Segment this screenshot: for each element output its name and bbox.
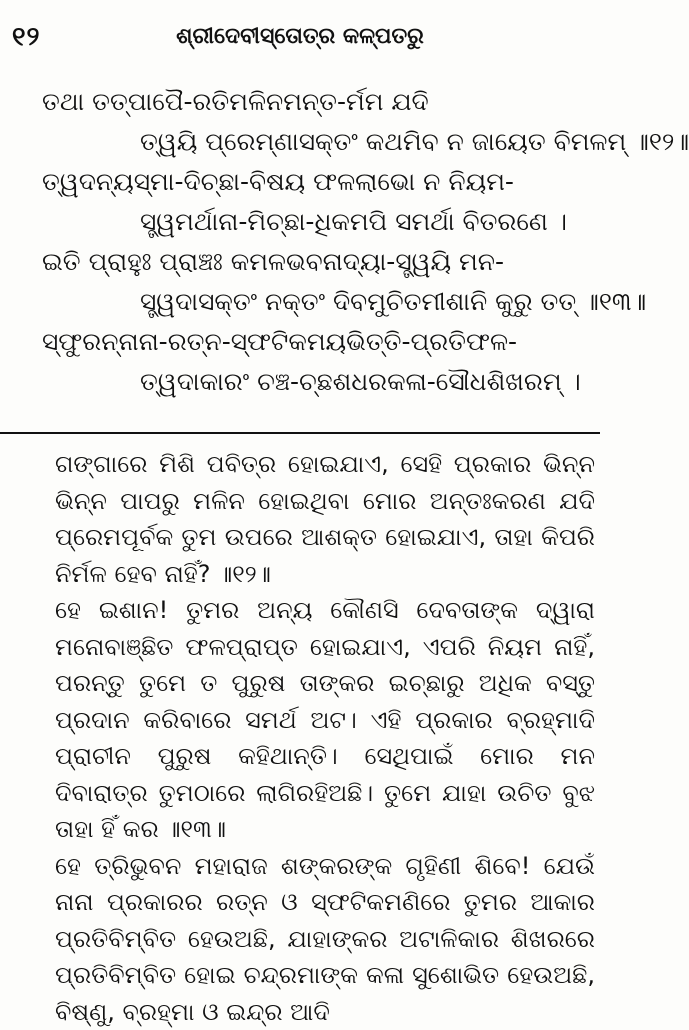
verse-line: ତଥା ତତ୍‌ପାପୈ-ରତିମଳିନମନ୍ତ-ର୍ମମ ଯଦି xyxy=(0,82,600,122)
page-number: ୧୨ xyxy=(12,22,41,53)
verse-line: ସ୍ତ୍ୱମର୍ଥାନା-ମିଚ୍ଛା-ଧିକମପି ସମର୍ଥା ବିତରଣେ । xyxy=(0,202,600,242)
verse-line: ଇତି ପ୍ରାହୁଃ ପ୍ରାଞ୍ଚଃ କମଳଭବନାଦ୍ୟା-ସ୍ତ୍ୱୟି ମନ- xyxy=(0,242,600,282)
commentary-paragraph: ହେ ଇଶାନ! ତୁମର ଅନ୍ୟ କୌଣସି ଦେବତାଙ୍କ ଦ୍ୱାରା ମନୋବାଞ୍ଛିତ ଫଳପ୍ରାପ୍ତ ହୋଇଯାଏ, ଏପରି ନିୟମ ନାହିଁ, ପରନ୍ତୁ ତୁମେ ତ ପୁରୁଷ ତାଙ୍କର ଇଚ୍ଛାରୁ ଅଧିକ ବସ୍ତୁ ପ୍ରଦାନ କରିବାରେ ସମର୍ଥ ଅଟ। ଏହି ପ୍ରକାର ବ୍ରହ୍ମାଦି ପ୍ରାଚୀନ ପୁରୁଷ କହିଥାନ୍ତି। ସେଥିପାଇଁ ମୋର ମନ ଦିବାରାତ୍ର ତୁମଠାରେ ଲାଗିରହିଅଛି। ତୁମେ ଯାହା ଉଚିତ ବୁଝ ତାହା ହିଁ କର ॥୧୩॥ xyxy=(55,592,595,848)
verse-block xyxy=(0,82,600,402)
verse-line: ତ୍ୱଦାକାରଂ ଚଞ୍ଚ-ଚ୍ଛଶଧରକଳା-ସୌଧଶିଖରମ୍ । xyxy=(0,362,600,402)
page-header xyxy=(0,0,600,60)
commentary-paragraph: ହେ ତ୍ରିଭୁବନ ମହାରାଜ ଶଙ୍କରଙ୍କ ଗୃହିଣୀ ଶିବେ! ଯେଉଁ ନାନା ପ୍ରକାରର ରତ୍ନ ଓ ସ୍ଫଟିକମଣିରେ ତୁମର ଆକାର ପ୍ରତିବିମ୍ବିତ ହେଉଅଛି, ଯାହାଙ୍କର ଅଟାଳିକାର ଶିଖରରେ ପ୍ରତିବିମ୍ବିତ ହୋଇ ଚନ୍ଦ୍ରମାଙ୍କ କଳା ସୁଶୋଭିତ ହେଉଅଛି, ବିଷ୍ଣୁ, ବ୍ରହ୍ମା ଓ ଇନ୍ଦ୍ର ଆଦି xyxy=(55,848,595,1030)
verse-line: ସ୍ତ୍ୱଦାସକ୍ତଂ ନକ୍ତଂ ଦିବମୁଚିତମୀଶାନି କୁରୁ ତତ୍ ॥୧୩॥ xyxy=(0,282,600,322)
commentary-paragraph: ଗଙ୍ଗାରେ ମିଶି ପବିତ୍ର ହୋଇଯାଏ, ସେହି ପ୍ରକାର ଭିନ୍ନ ଭିନ୍ନ ପାପରୁ ମଳିନ ହୋଇଥିବା ମୋର ଅନ୍ତଃକରଣ ଯଦି ପ୍ରେମପୂର୍ବକ ତୁମ ଉପରେ ଆଶକ୍ତ ହୋଇଯାଏ, ତାହା କିପରି ନିର୍ମଳ ହେବ ନାହିଁ? ॥୧୨॥ xyxy=(55,446,595,592)
verse-line: ସ୍ଫୁରନ୍‌ନାନା-ରତ୍ନ-ସ୍ଫଟିକମୟଭିତ୍ତି-ପ୍ରତିଫଳ- xyxy=(0,322,600,362)
commentary-block xyxy=(55,446,595,1030)
verse-line: ତ୍ୱୟି ପ୍ରେମ୍‌ଣାସକ୍ତଂ କଥମିବ ନ ଜାୟେତ ବିମଳମ୍ ॥୧୨॥ xyxy=(0,122,600,162)
section-divider xyxy=(0,432,600,434)
verse-line: ତ୍ୱଦନ୍ୟସ୍ମା-ଦିଚ୍ଛା-ବିଷୟ ଫଳଲାଭୋ ନ ନିୟମ- xyxy=(0,162,600,202)
running-title: ଶ୍ରୀଦେବୀସ୍ତୋତ୍ର କଳ୍ପତରୁ xyxy=(0,24,600,49)
